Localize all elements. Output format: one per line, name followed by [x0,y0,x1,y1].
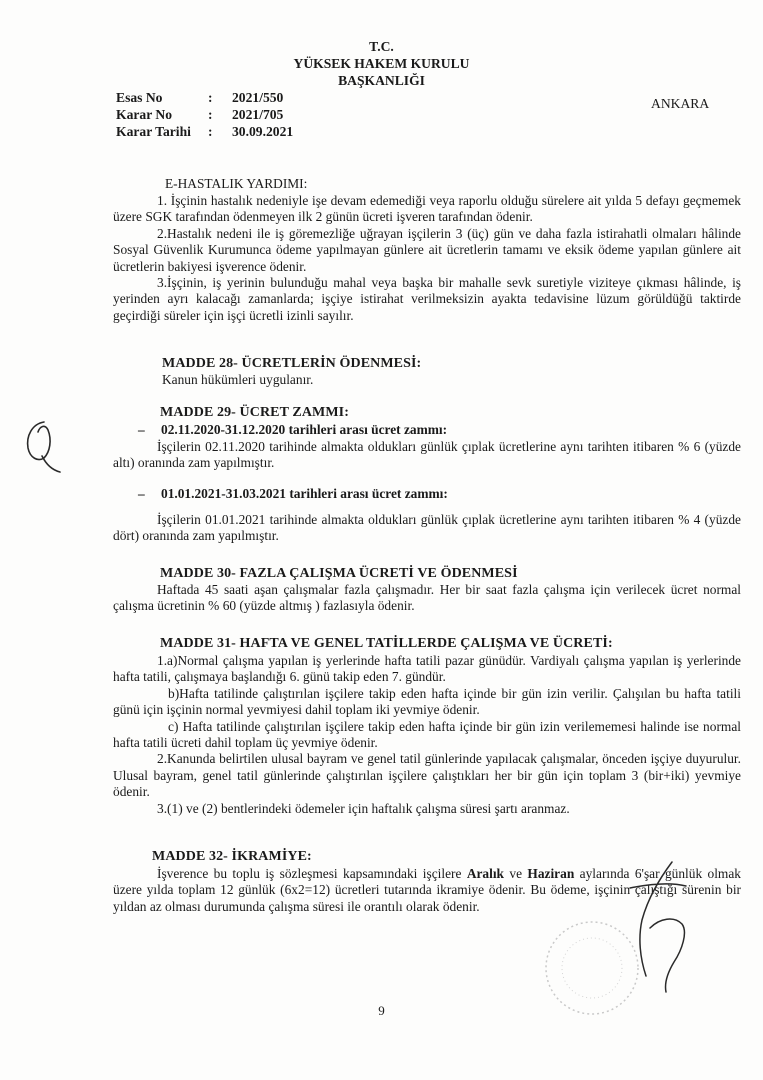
madde-29-item-2-body [113,512,741,545]
meta-tarih-colon: : [208,124,213,139]
meta-karar-colon: : [208,107,213,122]
madde-28-title: MADDE 28- ÜCRETLERİN ÖDENMESİ: [162,356,422,371]
madde-30-text: Haftada 45 saati aşan çalışmalar fazla çalışmadır. Her bir saat fazla çalışma için verilecek ücret normal çalışma ücretinin % 60 (yüzde altmış ) fazlasıyla ödenir. [113,582,741,614]
madde-32-text-c: aylarında 6'şar günlük olmak üzere yılda toplam 12 günlük (6x2=12) ücretleri tutarında ikramiye ödenir. Bu ödeme, işçinin çalıştığı sürenin bir yıldan az olması durumunda çalışma süresi ile orantılı olarak ödenir. [113,866,741,914]
madde-29-item-2-text: İşçilerin 01.01.2021 tarihinde almakta oldukları günlük çıplak ücretlerine aynı tarihten itibaren % 4 (yüzde dört) oranında zam yapılmıştır. [113,512,741,544]
madde-29-item-1-subtitle: 02.11.2020-31.12.2020 tarihleri arası ücret zammı: [161,422,448,437]
section-e-paragraph-1: 1. İşçinin hastalık nedeniyle işe devam edemediği veya raporlu olduğu sürelere ait yılda 5 defayı geçmemek üzere SGK tarafından ödenmeyen ilk 2 günün ücreti işveren tarafından ödenir. [113,193,741,225]
madde-29-item-2-dash: – [138,486,145,501]
meta-karar-label: Karar No [116,107,173,122]
header-department: BAŞKANLIĞI [338,73,425,88]
section-e-paragraph-3: 3.İşçinin, iş yerinin bulunduğu mahal veya başka bir mahalle sevk suretiyle viziteye çıkması hâlinde, iş yerinden ayrı kalacağı zamanlarda; işçiye istirahat verilmeksizin ayakta tedavisine lüzum görüldüğü taktirde geçirdiği süreler için işçi ücretli izinli sayılır. [113,275,741,323]
page-number: 9 [378,1003,385,1018]
header-tc: T.C. [369,39,394,54]
meta-esas-label: Esas No [116,90,163,105]
madde-28-text: Kanun hükümleri uygulanır. [162,372,314,387]
section-e-paragraph-2: 2.Hastalık nedeni ile iş göremezliğe uğrayan işçilerin 3 (üç) gün ve daha fazla istirahatli olmaları hâlinde Sosyal Güvenlik Kurumunca ödeme yapılmayan günlere ait ücretlerin tamamı ve eksik ödeme yapılan günlere ait ücretlerin bakiyesi işverence ödenir. [113,225,741,274]
meta-karar-value: 2021/705 [232,107,284,122]
meta-esas-colon: : [208,90,213,105]
madde-31-paragraph-1a: 1.a)Normal çalışma yapılan iş yerlerinde hafta tatili pazar günüdür. Vardiyalı çalışma yapılan iş yerlerinde hafta tatili, çalışmaya başlandığı 6. günü takip eden 7. gündür. [113,653,741,685]
madde-29-item-2-subtitle: 01.01.2021-31.03.2021 tarihleri arası ücret zammı: [161,486,448,501]
madde-32-title: MADDE 32- İKRAMİYE: [152,849,312,864]
madde-31-paragraph-3: 3.(1) ve (2) bentlerindeki ödemeler için haftalık çalışma süresi şartı aranmaz. [157,800,570,816]
header-institution: YÜKSEK HAKEM KURULU [293,56,470,71]
madde-29-item-1-dash: – [138,422,145,437]
madde-32-bold-aralik: Aralık [466,866,505,881]
madde-30-title: MADDE 30- FAZLA ÇALIŞMA ÜCRETİ VE ÖDENMESİ [160,566,518,581]
section-e-body [113,193,741,324]
section-e-title: E-HASTALIK YARDIMI: [165,176,308,191]
madde-31-paragraph-1c: c) Hafta tatilinde çalıştırılan işçilere takip eden hafta içinde bir gün izin verilememesi halinde ise normal hafta tatili ücreti dahil toplam üç yevmiye ödenir. [113,718,741,751]
madde-29-title: MADDE 29- ÜCRET ZAMMI: [160,405,349,420]
madde-31-paragraph-1b: b)Hafta tatilinde çalıştırılan işçilere takip eden hafta içinde bir gün izin verilir. Çalışılan bu hafta tatili günü için işçinin normal yevmiyesi dahil toplam iki yevmiye ödenir. [113,685,741,718]
city-label: ANKARA [651,96,710,111]
meta-esas-value: 2021/550 [232,90,284,105]
madde-32-bold-haziran: Haziran [527,866,575,881]
madde-31-title: MADDE 31- HAFTA VE GENEL TATİLLERDE ÇALIŞMA VE ÜCRETİ: [160,636,613,651]
meta-tarih-label: Karar Tarihi [116,124,191,139]
madde-29-item-1-body [113,439,741,472]
madde-31-paragraph-2: 2.Kanunda belirtilen ulusal bayram ve genel tatil günlerinde yapılacak çalışmalar, önceden işçiye duyurulur. Ulusal bayram, genel tatil günlerinde çalıştırılan işçilere çalıştıkları her bir gün için toplam 3 (bir+iki) yevmiye ödenir. [113,751,741,800]
madde-31-body [113,653,741,817]
meta-tarih-value: 30.09.2021 [232,124,294,139]
handwritten-mark-icon [20,418,64,476]
madde-32-text-b: ve [504,866,528,881]
madde-29-item-1-text: İşçilerin 02.11.2020 tarihinde almakta oldukları günlük çıplak ücretlerine aynı tarihten itibaren % 6 (yüzde altı) oranında zam yapılmıştır. [113,439,741,471]
madde-32-text-a: İşverence bu toplu iş sözleşmesi kapsamındaki işçilere [157,866,467,881]
madde-30-body [113,582,741,615]
